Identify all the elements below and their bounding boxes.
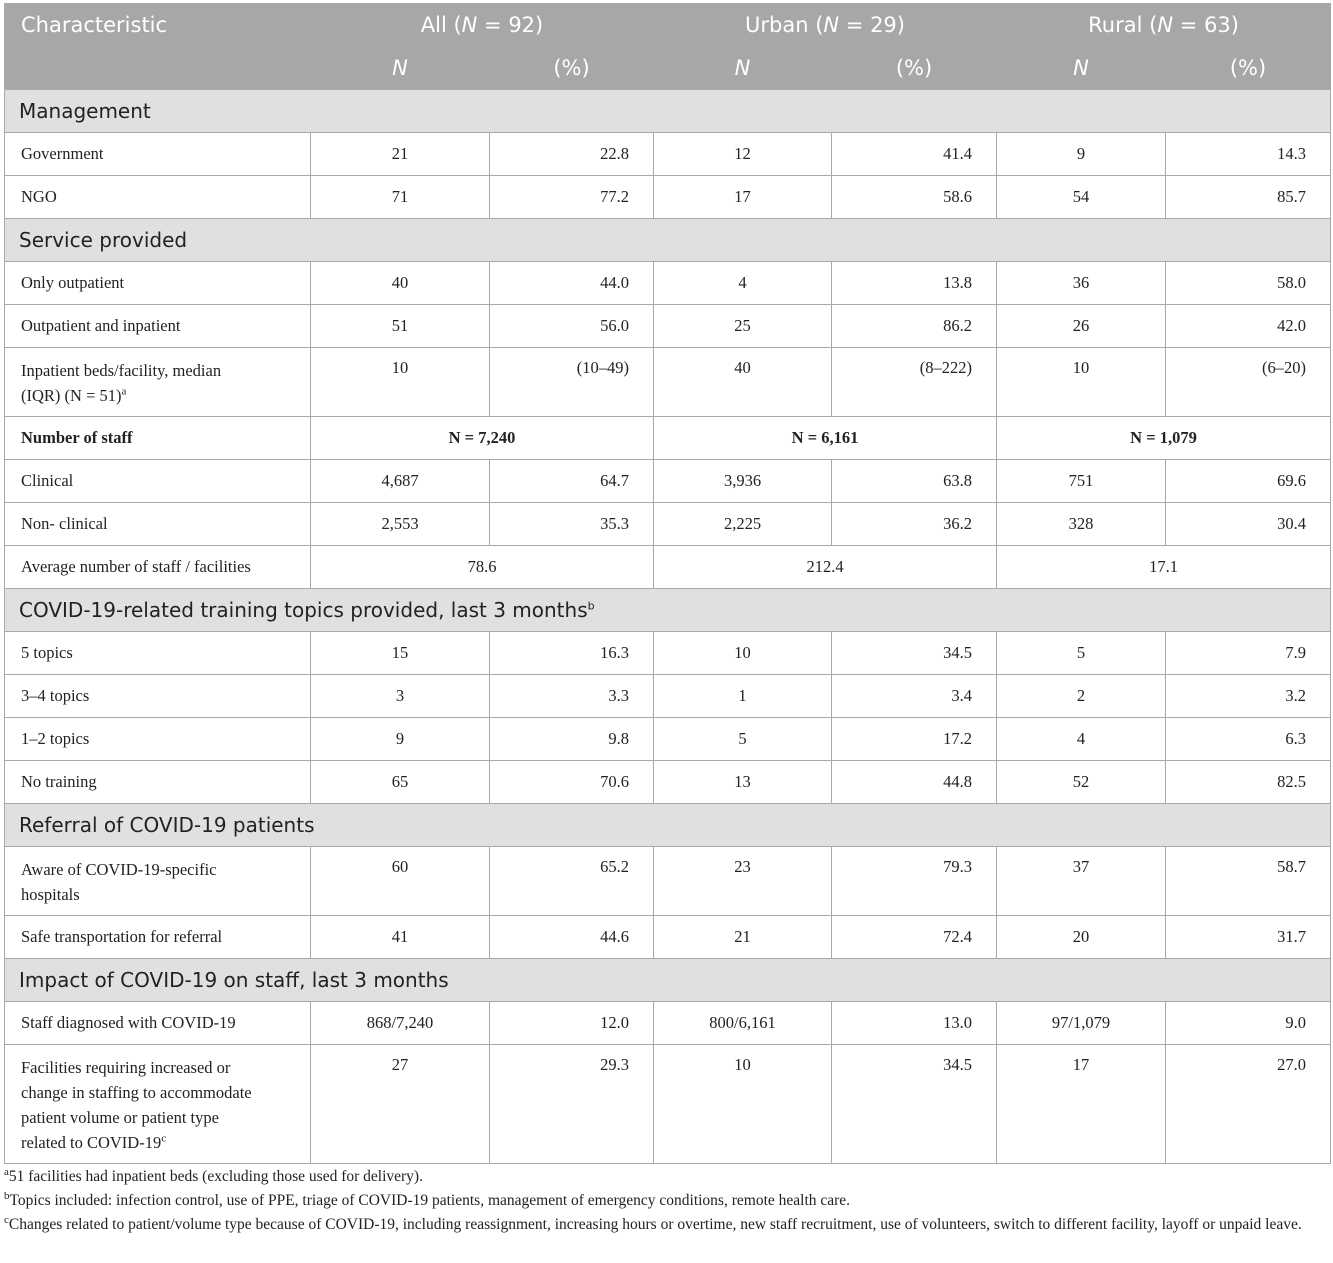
row-label: Government bbox=[5, 133, 311, 176]
subheader-n: N bbox=[997, 47, 1166, 90]
subheader-pct: (%) bbox=[832, 47, 997, 90]
subheader-row bbox=[5, 47, 1331, 90]
section-management: Management bbox=[5, 90, 1331, 133]
cell-value: 22.8 bbox=[490, 133, 654, 176]
col-header-rural: Rural (N = 63) bbox=[997, 4, 1331, 47]
cell-value: 36 bbox=[997, 262, 1166, 305]
cell-value: (8–222) bbox=[832, 348, 997, 417]
cell-value: 6.3 bbox=[1166, 718, 1331, 761]
cell-value: 212.4 bbox=[654, 546, 997, 589]
cell-value: 17.2 bbox=[832, 718, 997, 761]
cell-value: 3.3 bbox=[490, 675, 654, 718]
cell-value: 51 bbox=[311, 305, 490, 348]
cell-value: 21 bbox=[654, 916, 832, 959]
cell-value: 4 bbox=[997, 718, 1166, 761]
cell-value: 800/6,161 bbox=[654, 1002, 832, 1045]
cell-value: 12.0 bbox=[490, 1002, 654, 1045]
staff-header-row bbox=[5, 417, 1331, 460]
cell-value: 27 bbox=[311, 1045, 490, 1164]
cell-value: 3.2 bbox=[1166, 675, 1331, 718]
row-label: Number of staff bbox=[5, 417, 311, 460]
subheader-pct: (%) bbox=[1166, 47, 1331, 90]
cell-value: 20 bbox=[997, 916, 1166, 959]
cell-value: 751 bbox=[997, 460, 1166, 503]
cell-value: 25 bbox=[654, 305, 832, 348]
cell-value: 34.5 bbox=[832, 1045, 997, 1164]
cell-value: 78.6 bbox=[311, 546, 654, 589]
cell-value: 2,225 bbox=[654, 503, 832, 546]
cell-value: 9.8 bbox=[490, 718, 654, 761]
cell-value: 17 bbox=[997, 1045, 1166, 1164]
cell-value: 30.4 bbox=[1166, 503, 1331, 546]
cell-value: 5 bbox=[654, 718, 832, 761]
cell-value: 85.7 bbox=[1166, 176, 1331, 219]
cell-value: 10 bbox=[997, 348, 1166, 417]
table-row bbox=[5, 348, 1331, 417]
cell-value: 328 bbox=[997, 503, 1166, 546]
table-row bbox=[5, 847, 1331, 916]
cell-value: 42.0 bbox=[1166, 305, 1331, 348]
cell-value: 77.2 bbox=[490, 176, 654, 219]
cell-value: 70.6 bbox=[490, 761, 654, 804]
section-referral: Referral of COVID-19 patients bbox=[5, 804, 1331, 847]
cell-value: 65 bbox=[311, 761, 490, 804]
row-label: Non- clinical bbox=[5, 503, 311, 546]
cell-value: 4 bbox=[654, 262, 832, 305]
cell-value: 52 bbox=[997, 761, 1166, 804]
cell-value: 44.0 bbox=[490, 262, 654, 305]
cell-value: 64.7 bbox=[490, 460, 654, 503]
cell-value: 2,553 bbox=[311, 503, 490, 546]
cell-value: 7.9 bbox=[1166, 632, 1331, 675]
cell-value: 1 bbox=[654, 675, 832, 718]
table-row bbox=[5, 1045, 1331, 1164]
cell-value: 4,687 bbox=[311, 460, 490, 503]
cell-value: N = 6,161 bbox=[654, 417, 997, 460]
row-label: 3–4 topics bbox=[5, 675, 311, 718]
cell-value: 58.0 bbox=[1166, 262, 1331, 305]
table-row bbox=[5, 262, 1331, 305]
row-label: Clinical bbox=[5, 460, 311, 503]
section-service: Service provided bbox=[5, 219, 1331, 262]
cell-value: 3.4 bbox=[832, 675, 997, 718]
cell-value: 58.6 bbox=[832, 176, 997, 219]
cell-value: 17.1 bbox=[997, 546, 1331, 589]
cell-value: 10 bbox=[654, 632, 832, 675]
subheader-n: N bbox=[311, 47, 490, 90]
row-label: 1–2 topics bbox=[5, 718, 311, 761]
characteristics-table bbox=[4, 3, 1331, 1164]
cell-value: 2 bbox=[997, 675, 1166, 718]
cell-value: 16.3 bbox=[490, 632, 654, 675]
cell-value: 10 bbox=[654, 1045, 832, 1164]
cell-value: 5 bbox=[997, 632, 1166, 675]
cell-value: 40 bbox=[311, 262, 490, 305]
table-row bbox=[5, 305, 1331, 348]
cell-value: 65.2 bbox=[490, 847, 654, 916]
cell-value: 17 bbox=[654, 176, 832, 219]
cell-value: 12 bbox=[654, 133, 832, 176]
cell-value: 41.4 bbox=[832, 133, 997, 176]
cell-value: 9 bbox=[311, 718, 490, 761]
table-row bbox=[5, 503, 1331, 546]
cell-value: 21 bbox=[311, 133, 490, 176]
cell-value: 13.0 bbox=[832, 1002, 997, 1045]
cell-value: 86.2 bbox=[832, 305, 997, 348]
cell-value: 44.6 bbox=[490, 916, 654, 959]
cell-value: 13 bbox=[654, 761, 832, 804]
cell-value: 79.3 bbox=[832, 847, 997, 916]
row-label: Inpatient beds/facility, median (IQR) (N = 51)$^a$ bbox=[5, 348, 311, 417]
row-label: Outpatient and inpatient bbox=[5, 305, 311, 348]
cell-value: 14.3 bbox=[1166, 133, 1331, 176]
cell-value: 97/1,079 bbox=[997, 1002, 1166, 1045]
section-training: COVID-19-related training topics provided, last 3 months$^b$ bbox=[5, 589, 1331, 632]
footnote-b: $^b$Topics included: infection control, use of PPE, triage of COVID-19 patients, management of emergency conditions, remote health care. bbox=[4, 1189, 851, 1209]
cell-value: 69.6 bbox=[1166, 460, 1331, 503]
table-row bbox=[5, 916, 1331, 959]
cell-value: 34.5 bbox=[832, 632, 997, 675]
section-impact: Impact of COVID-19 on staff, last 3 months bbox=[5, 959, 1331, 1002]
cell-value: 41 bbox=[311, 916, 490, 959]
row-label: Only outpatient bbox=[5, 262, 311, 305]
cell-value: N = 7,240 bbox=[311, 417, 654, 460]
cell-value: 71 bbox=[311, 176, 490, 219]
subheader-pct: (%) bbox=[490, 47, 654, 90]
cell-value: 56.0 bbox=[490, 305, 654, 348]
cell-value: 35.3 bbox=[490, 503, 654, 546]
cell-value: 15 bbox=[311, 632, 490, 675]
cell-value: 54 bbox=[997, 176, 1166, 219]
row-label: No training bbox=[5, 761, 311, 804]
cell-value: 58.7 bbox=[1166, 847, 1331, 916]
row-label: Average number of staff / facilities bbox=[5, 546, 311, 589]
table-row bbox=[5, 176, 1331, 219]
cell-value: 3 bbox=[311, 675, 490, 718]
table-row bbox=[5, 761, 1331, 804]
cell-value: 36.2 bbox=[832, 503, 997, 546]
table-row bbox=[5, 718, 1331, 761]
cell-value: 60 bbox=[311, 847, 490, 916]
cell-value: 82.5 bbox=[1166, 761, 1331, 804]
row-label: Aware of COVID-19-specific hospitals bbox=[5, 847, 311, 916]
subheader-n: N bbox=[654, 47, 832, 90]
table-row bbox=[5, 546, 1331, 589]
table-row bbox=[5, 460, 1331, 503]
row-label: Staff diagnosed with COVID-19 bbox=[5, 1002, 311, 1045]
cell-value: 37 bbox=[997, 847, 1166, 916]
cell-value: 26 bbox=[997, 305, 1166, 348]
cell-value: 10 bbox=[311, 348, 490, 417]
row-label: Safe transportation for referral bbox=[5, 916, 311, 959]
col-header-characteristic: Characteristic bbox=[5, 4, 311, 47]
table-row bbox=[5, 1002, 1331, 1045]
footnote-a: $^a$51 facilities had inpatient beds (excluding those used for delivery). bbox=[4, 1165, 423, 1185]
col-header-urban: Urban (N = 29) bbox=[654, 4, 997, 47]
cell-value: (6–20) bbox=[1166, 348, 1331, 417]
footnote-c: $^c$Changes related to patient/volume type because of COVID-19, including reassignment, increasing hours or overtime, new staff recruitment, use of volunteers, switch to different facility, layoff or unpaid leave. bbox=[4, 1213, 1302, 1233]
cell-value: 9.0 bbox=[1166, 1002, 1331, 1045]
cell-value: 31.7 bbox=[1166, 916, 1331, 959]
cell-value: 29.3 bbox=[490, 1045, 654, 1164]
table-row bbox=[5, 675, 1331, 718]
table-row bbox=[5, 632, 1331, 675]
cell-value: 13.8 bbox=[832, 262, 997, 305]
cell-value: 44.8 bbox=[832, 761, 997, 804]
cell-value: 63.8 bbox=[832, 460, 997, 503]
header-row bbox=[5, 4, 1331, 47]
cell-value: 3,936 bbox=[654, 460, 832, 503]
cell-value: 27.0 bbox=[1166, 1045, 1331, 1164]
cell-value: 868/7,240 bbox=[311, 1002, 490, 1045]
subheader-blank bbox=[5, 47, 311, 90]
cell-value: N = 1,079 bbox=[997, 417, 1331, 460]
row-label: Facilities requiring increased or change in staffing to accommodate patient volume or patient type related to COVID-19$^c$ bbox=[5, 1045, 311, 1164]
row-label: 5 topics bbox=[5, 632, 311, 675]
cell-value: 72.4 bbox=[832, 916, 997, 959]
cell-value: (10–49) bbox=[490, 348, 654, 417]
cell-value: 9 bbox=[997, 133, 1166, 176]
cell-value: 40 bbox=[654, 348, 832, 417]
cell-value: 23 bbox=[654, 847, 832, 916]
table-row bbox=[5, 133, 1331, 176]
row-label: NGO bbox=[5, 176, 311, 219]
col-header-all: All (N = 92) bbox=[311, 4, 654, 47]
footnotes bbox=[4, 1165, 1330, 1237]
